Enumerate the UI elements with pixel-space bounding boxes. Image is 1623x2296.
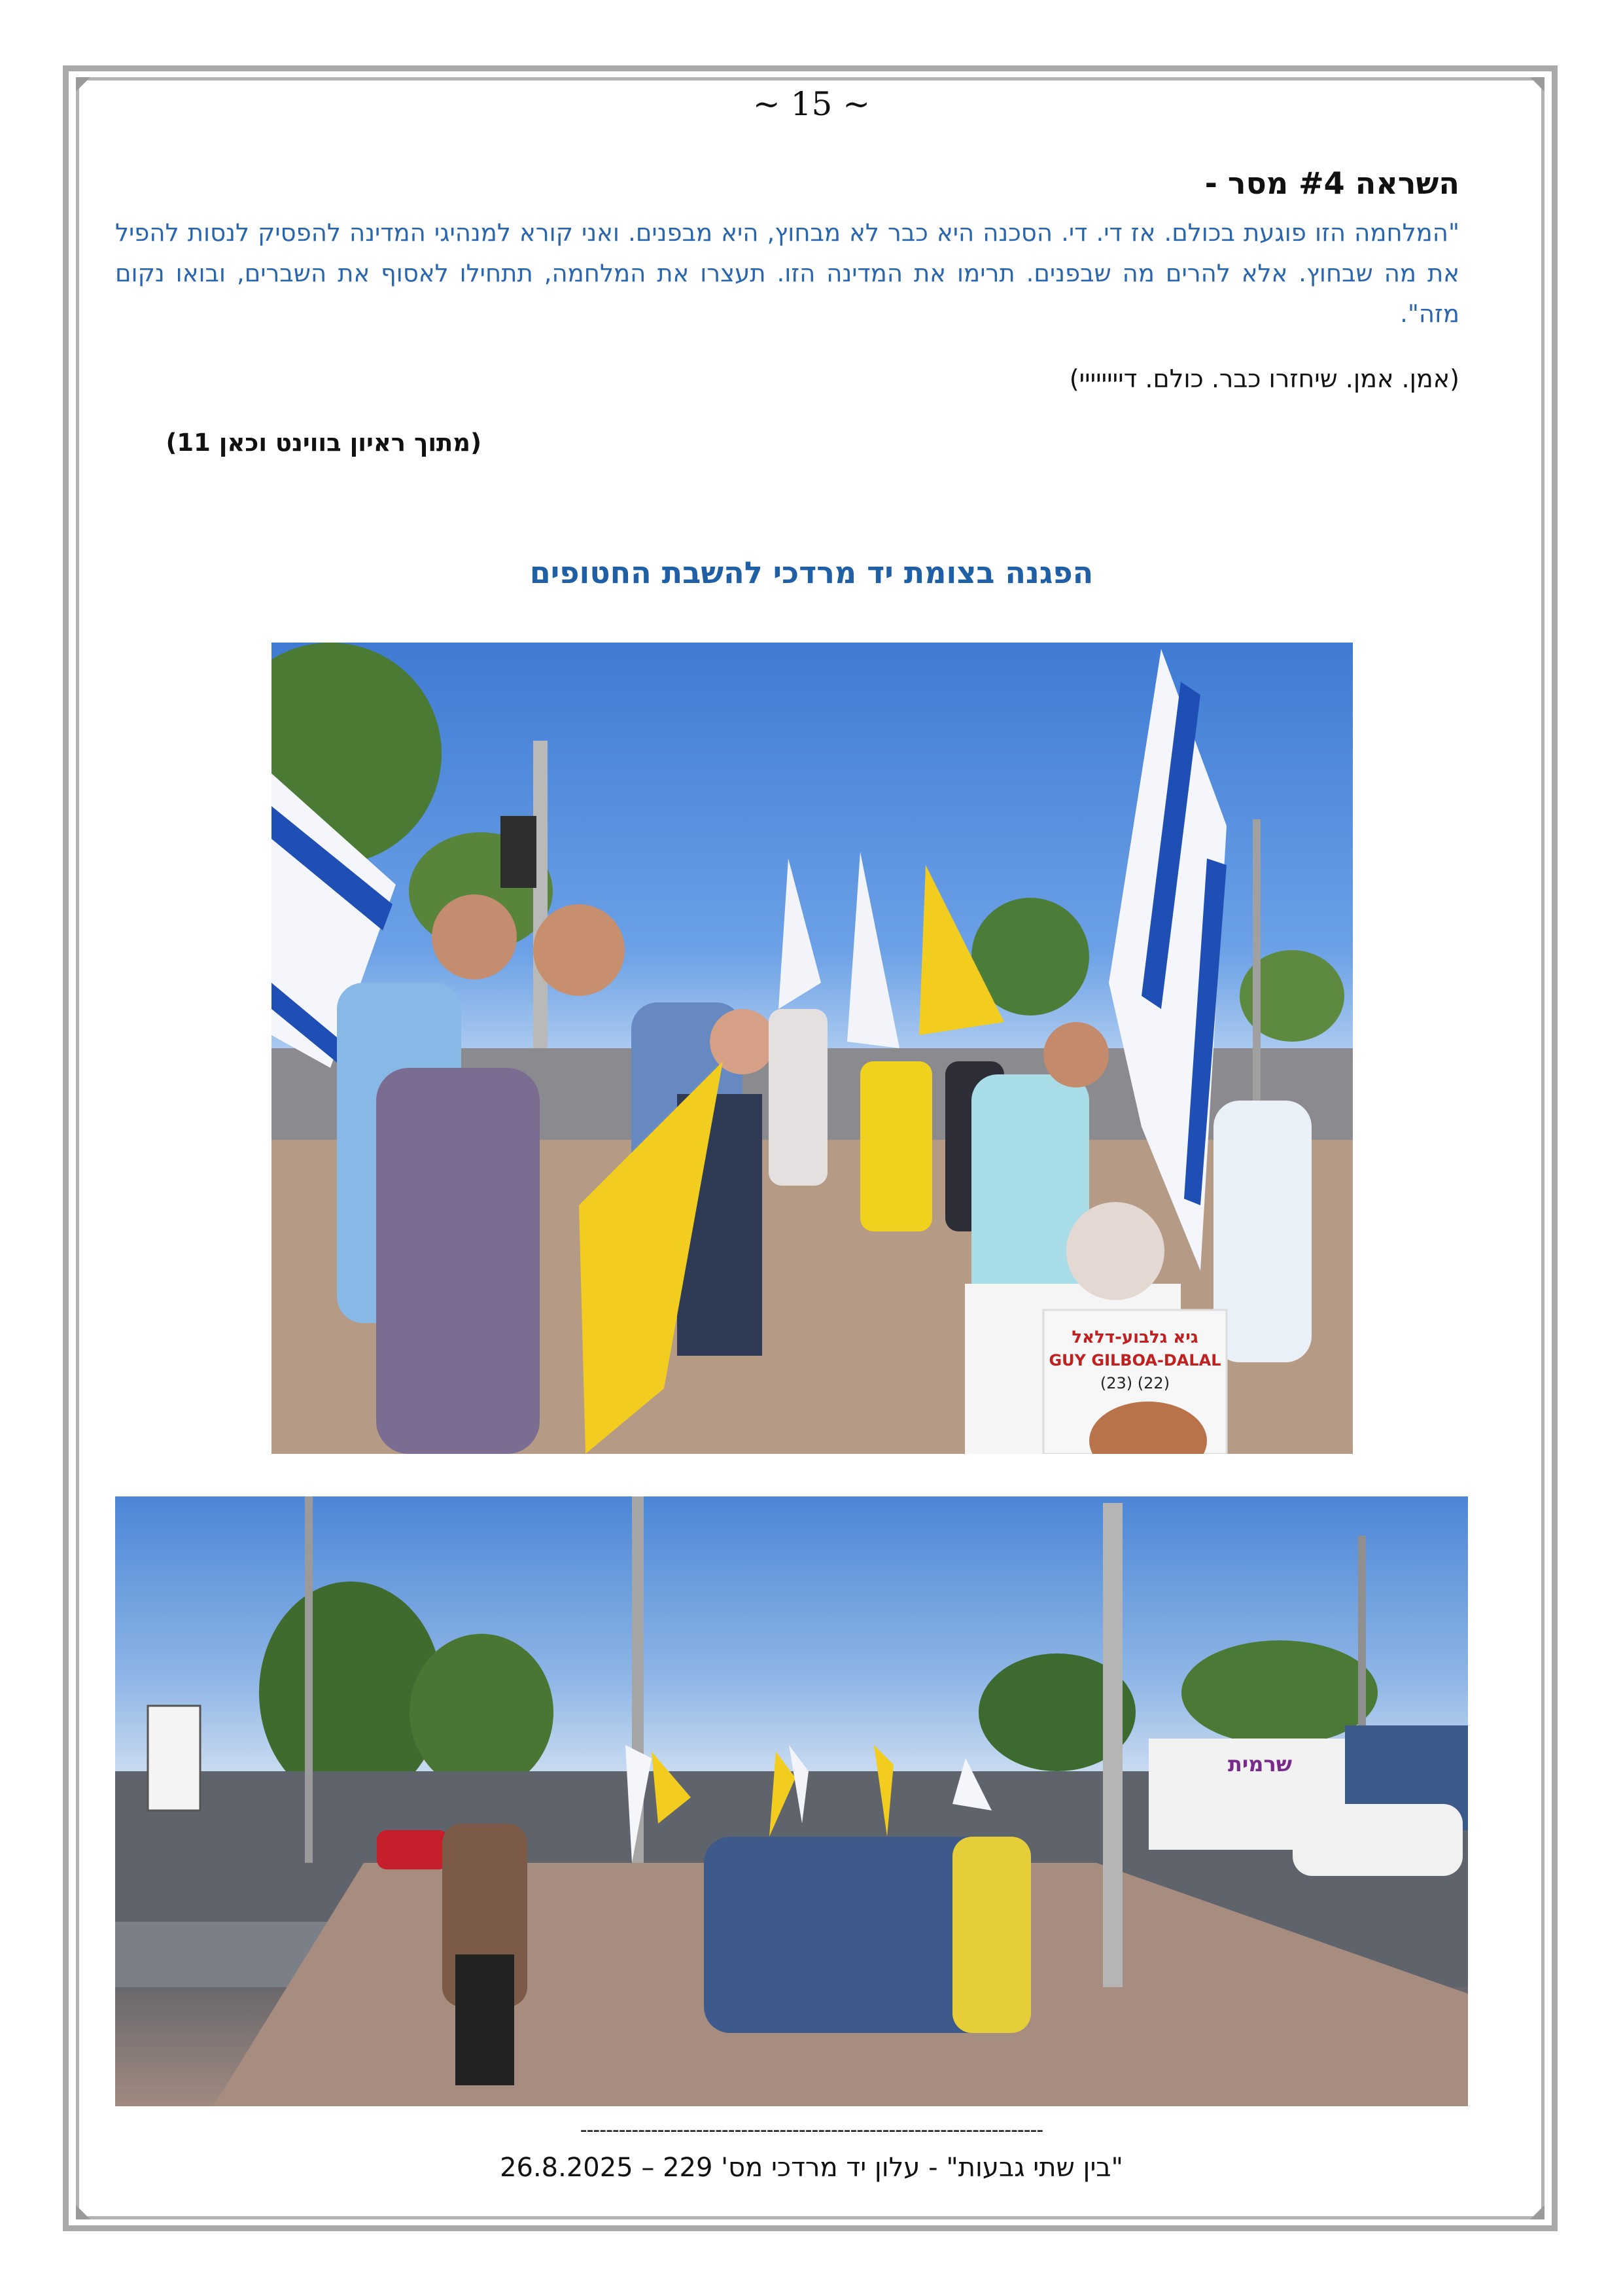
article-note: (אמן. אמן. שיחזרו כבר. כולם. דיייייייי) xyxy=(1069,364,1459,393)
hostage-sign-name-english: GUY GILBOA-DALAL xyxy=(1049,1351,1221,1369)
footer-publication-info: "בין שתי גבעות" - עלון יד מרדכי מס' 229 – 26.8.2025 xyxy=(500,2153,1123,2183)
footer-divider: ------------------------------------------------------------------------ xyxy=(580,2119,1043,2142)
article-heading: השראה #4 מסר - xyxy=(1204,166,1459,201)
corner-ornament-bottom-left xyxy=(76,2205,90,2219)
truck-logo-text: שרמית xyxy=(1228,1752,1292,1776)
page-number: ~ 15 ~ xyxy=(752,85,871,123)
protest-photo-1 xyxy=(271,643,1353,1454)
hostage-sign-ages: (23) (22) xyxy=(1100,1374,1170,1392)
protest-photo-1-illustration xyxy=(271,643,1353,1454)
protest-photo-2-illustration xyxy=(115,1496,1468,2106)
corner-ornament-bottom-right xyxy=(1530,2205,1544,2219)
section-title: הפגנה בצומת יד מרדכי להשבת החטופים xyxy=(529,555,1094,590)
protest-photo-2 xyxy=(115,1496,1468,2106)
article-quote: "המלחמה הזו פוגעת בכולם. אז די. די. הסכנה היא כבר לא מבחוץ, היא מבפנים. ואני קורא למנהיגי המדינה להפסיק לנסות להפיל את מה שבחוץ. אלא להרים מה שבפנים. תרימו את המדינה הזו. תעצרו את המלחמה, תתחילו לאסוף את השברים, ובואו נקום מזה". xyxy=(115,219,1459,328)
article-source: (מתוך ראיון בווינט וכאן 11) xyxy=(166,429,481,457)
hostage-sign-name-hebrew: גיא גלבוע-דלאל xyxy=(1072,1328,1198,1347)
